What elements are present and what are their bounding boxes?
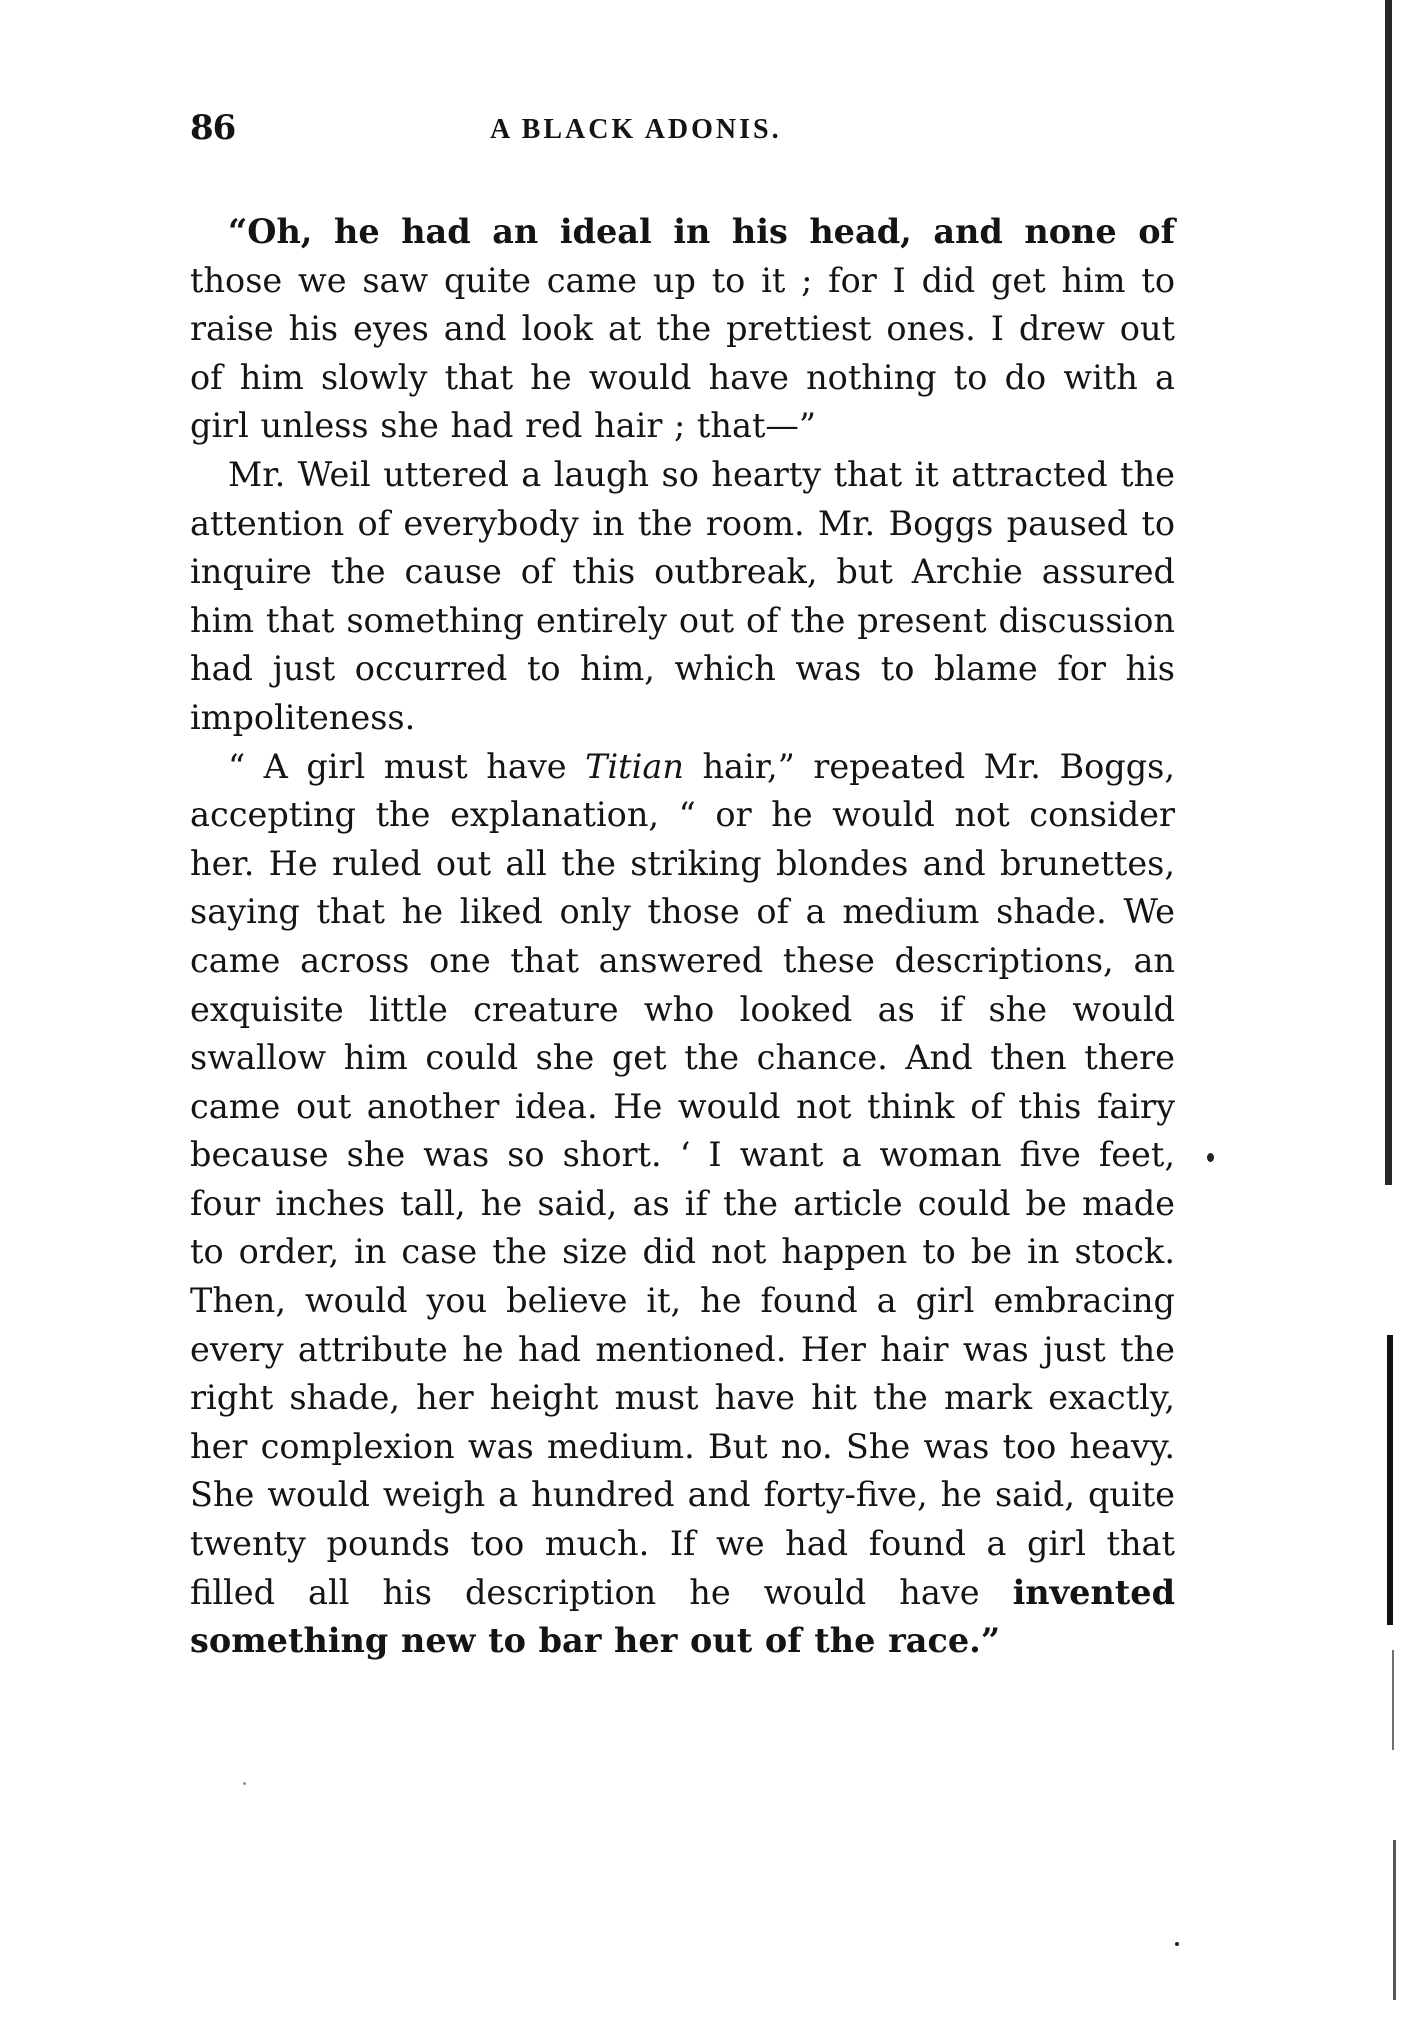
- paragraph-1-lead: “Oh, he had an ideal in his head, and none of: [228, 212, 1175, 251]
- scan-speck: [1207, 1153, 1214, 1162]
- binding-edge-shadow: [1385, 0, 1392, 1185]
- paragraph-3: [190, 743, 1175, 1666]
- binding-edge-shadow: [1392, 1650, 1394, 1750]
- paragraph-1: [190, 208, 1175, 451]
- scan-speck: [1175, 1942, 1179, 1946]
- page-number: 86: [190, 108, 236, 148]
- binding-edge-shadow: [1393, 1840, 1396, 2000]
- binding-edge-shadow: [1387, 1335, 1393, 1625]
- body-text: [190, 208, 1175, 1666]
- paragraph-3-end: invented something new to bar her out of the race.”: [190, 1572, 1175, 1661]
- italic-word-titian: Titian: [585, 746, 684, 786]
- page-header: [190, 108, 1175, 158]
- paragraph-3-start: “ A girl must have: [228, 746, 586, 786]
- running-title: A BLACK ADONIS.: [490, 114, 782, 145]
- scan-speck: [243, 1782, 246, 1785]
- paragraph-3-middle: hair,” repeated Mr. Boggs, accepting the explanation, “ or he would not consider her. He ruled out all the striking blondes and brunettes, saying that he liked only those of a medium shade. We came across one that answered these descriptions, an exquisite little creature who looked as if she would swallow him could she get the chance. And then there came out another idea. He would not think of this fairy because she was so short. ‘ I want a woman five feet, four inches tall, he said, as if the article could be made to order, in case the size did not happen to be in stock. Then, would you believe it, he found a girl embracing every attribute he had mentioned. Her hair was just the right shade, her height must have hit the mark exactly, her complexion was medium. But no. She was too heavy. She would weigh a hundred and forty-five, he said, quite twenty pounds too much. If we had found a girl that filled all his description he would have: [190, 746, 1175, 1612]
- paragraph-2: Mr. Weil uttered a laugh so hearty that it attracted the attention of everybody in the room. Mr. Boggs paused to inquire the cause of this outbreak, but Archie assured him that something entirely out of the present discussion had just occurred to him, which was to blame for his impoliteness.: [190, 454, 1175, 737]
- paragraph-1-rest: those we saw quite came up to it ; for I did get him to raise his eyes and look at the prettiest ones. I drew out of him slowly that he would have nothing to do with a girl unless she had red hair ; that—”: [190, 260, 1175, 446]
